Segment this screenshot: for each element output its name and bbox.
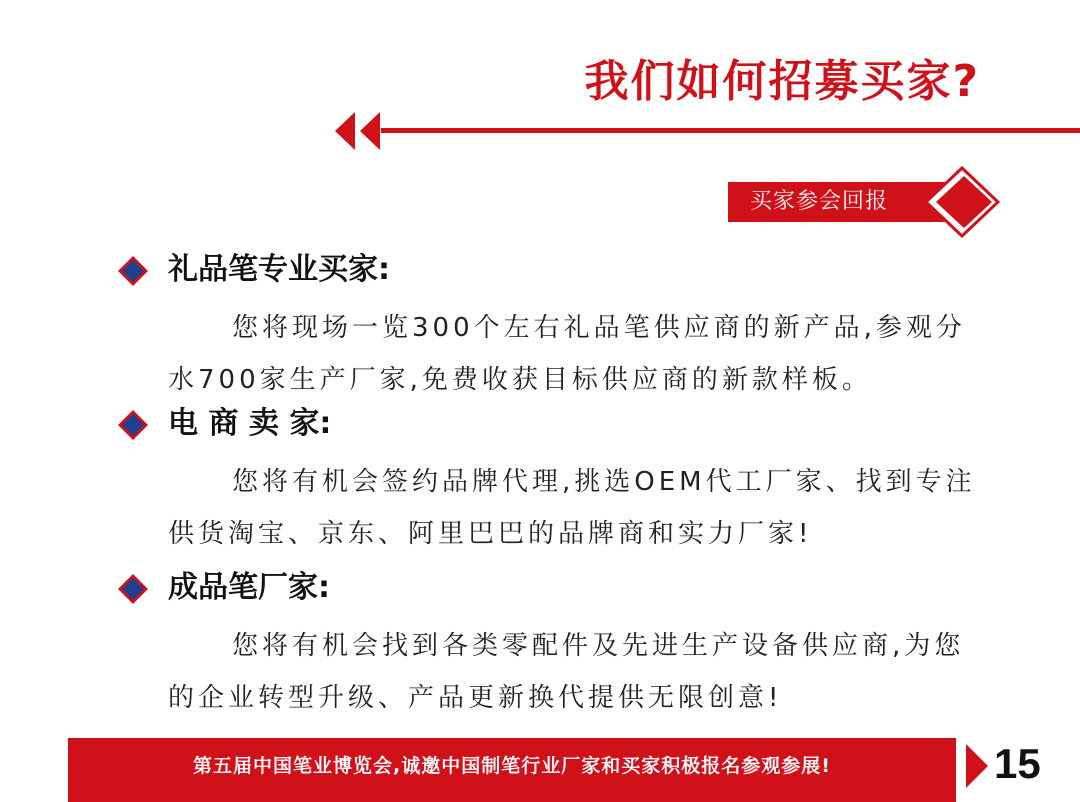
section-body: 您将现场一览300个左右礼品笔供应商的新产品,参观分水700家生产厂家,免费收获目标供应商的新款样板。: [168, 313, 966, 395]
header-arrow-line: [335, 110, 1080, 152]
section-title: 礼品笔专业买家:: [168, 252, 390, 287]
diamond-icon: [924, 166, 1000, 238]
section-body: 您将有机会找到各类零配件及先进生产设备供应商,为您的企业转型升级、产品更新换代提供无限创意!: [168, 631, 965, 713]
tag-label: 买家参会回报: [728, 182, 946, 222]
footer-text: 第五届中国笔业博览会,诚邀中国制笔行业厂家和买家积极报名参观参展!: [193, 755, 831, 777]
diamond-bullet-icon: [118, 256, 148, 286]
section-tag: [728, 166, 1000, 238]
section-body: 您将有机会签约品牌代理,挑选OEM代工厂家、找到专注供货淘宝、京东、阿里巴巴的品牌商和实力厂家!: [168, 467, 976, 549]
section-title: 成品笔厂家:: [168, 570, 330, 605]
page-number: 15: [994, 740, 1041, 787]
diamond-bullet-icon: [118, 410, 148, 440]
page-title: 我们如何招募买家?: [584, 56, 980, 107]
diamond-bullet-icon: [118, 574, 148, 604]
footer-banner: [68, 738, 956, 802]
section-title: 电 商 卖 家:: [168, 406, 332, 441]
page-arrow-icon: [966, 744, 988, 788]
